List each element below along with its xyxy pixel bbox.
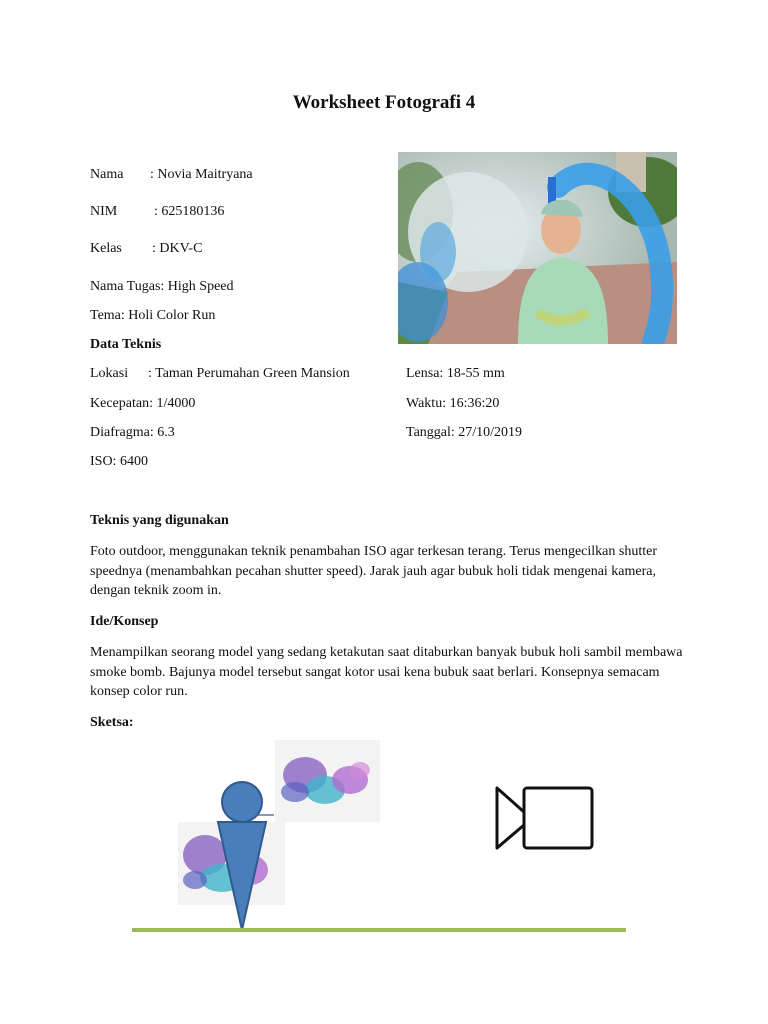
kelas-value: : DKV-C [152, 241, 203, 256]
teknis-line-1: Foto outdoor, menggunakan teknik penambahan ISO agar terkesan terang. Terus mengecilkan shutter [90, 544, 657, 559]
camera-icon [497, 788, 592, 848]
waktu: Waktu: 16:36:20 [406, 396, 500, 411]
sketsa-heading: Sketsa: [90, 715, 134, 730]
sketch-illustration [0, 730, 768, 960]
lokasi-value: : Taman Perumahan Green Mansion [148, 366, 350, 381]
powder-cloud-top [275, 740, 380, 822]
konsep-line-3: konsep color run. [90, 684, 188, 699]
data-teknis-heading: Data Teknis [90, 337, 162, 352]
holi-photo [398, 152, 677, 344]
konsep-line-2: smoke bomb. Bajunya model tersebut sangat kotor usai kena bubuk saat berlari. Konsepnya semacam [90, 664, 660, 680]
iso: ISO: 6400 [90, 454, 148, 469]
teknis-paragraph [90, 542, 690, 601]
page-title: Worksheet Fotografi 4 [292, 92, 476, 113]
nama-label: Nama [90, 167, 124, 182]
teknis-heading: Teknis yang digunakan [90, 513, 229, 528]
konsep-heading: Ide/Konsep [90, 614, 159, 629]
diafragma: Diafragma: 6.3 [90, 425, 175, 440]
lensa: Lensa: 18-55 mm [406, 366, 505, 381]
nim-value: : 625180136 [154, 204, 225, 219]
konsep-paragraph [90, 643, 690, 702]
teknis-line-2: speednya (menambahkan pecahan shutter speed). Jarak jauh agar bubuk holi tidak mengenai kamera, [90, 563, 657, 579]
sketch-area [0, 730, 768, 960]
nama-value: : Novia Maitryana [150, 167, 253, 182]
kelas-label: Kelas [90, 241, 122, 256]
nim-label: NIM [90, 204, 118, 219]
konsep-line-1: Menampilkan seorang model yang sedang ketakutan saat ditaburkan banyak bubuk holi sambil membawa [90, 645, 683, 660]
tema: Tema: Holi Color Run [90, 308, 216, 323]
teknis-line-3: dengan teknik zoom in. [90, 583, 222, 598]
tanggal: Tanggal: 27/10/2019 [406, 425, 523, 440]
kecepatan: Kecepatan: 1/4000 [90, 396, 196, 411]
photo-illustration [398, 152, 677, 344]
lokasi-label: Lokasi [90, 366, 129, 381]
nama-tugas: Nama Tugas: High Speed [90, 279, 234, 294]
